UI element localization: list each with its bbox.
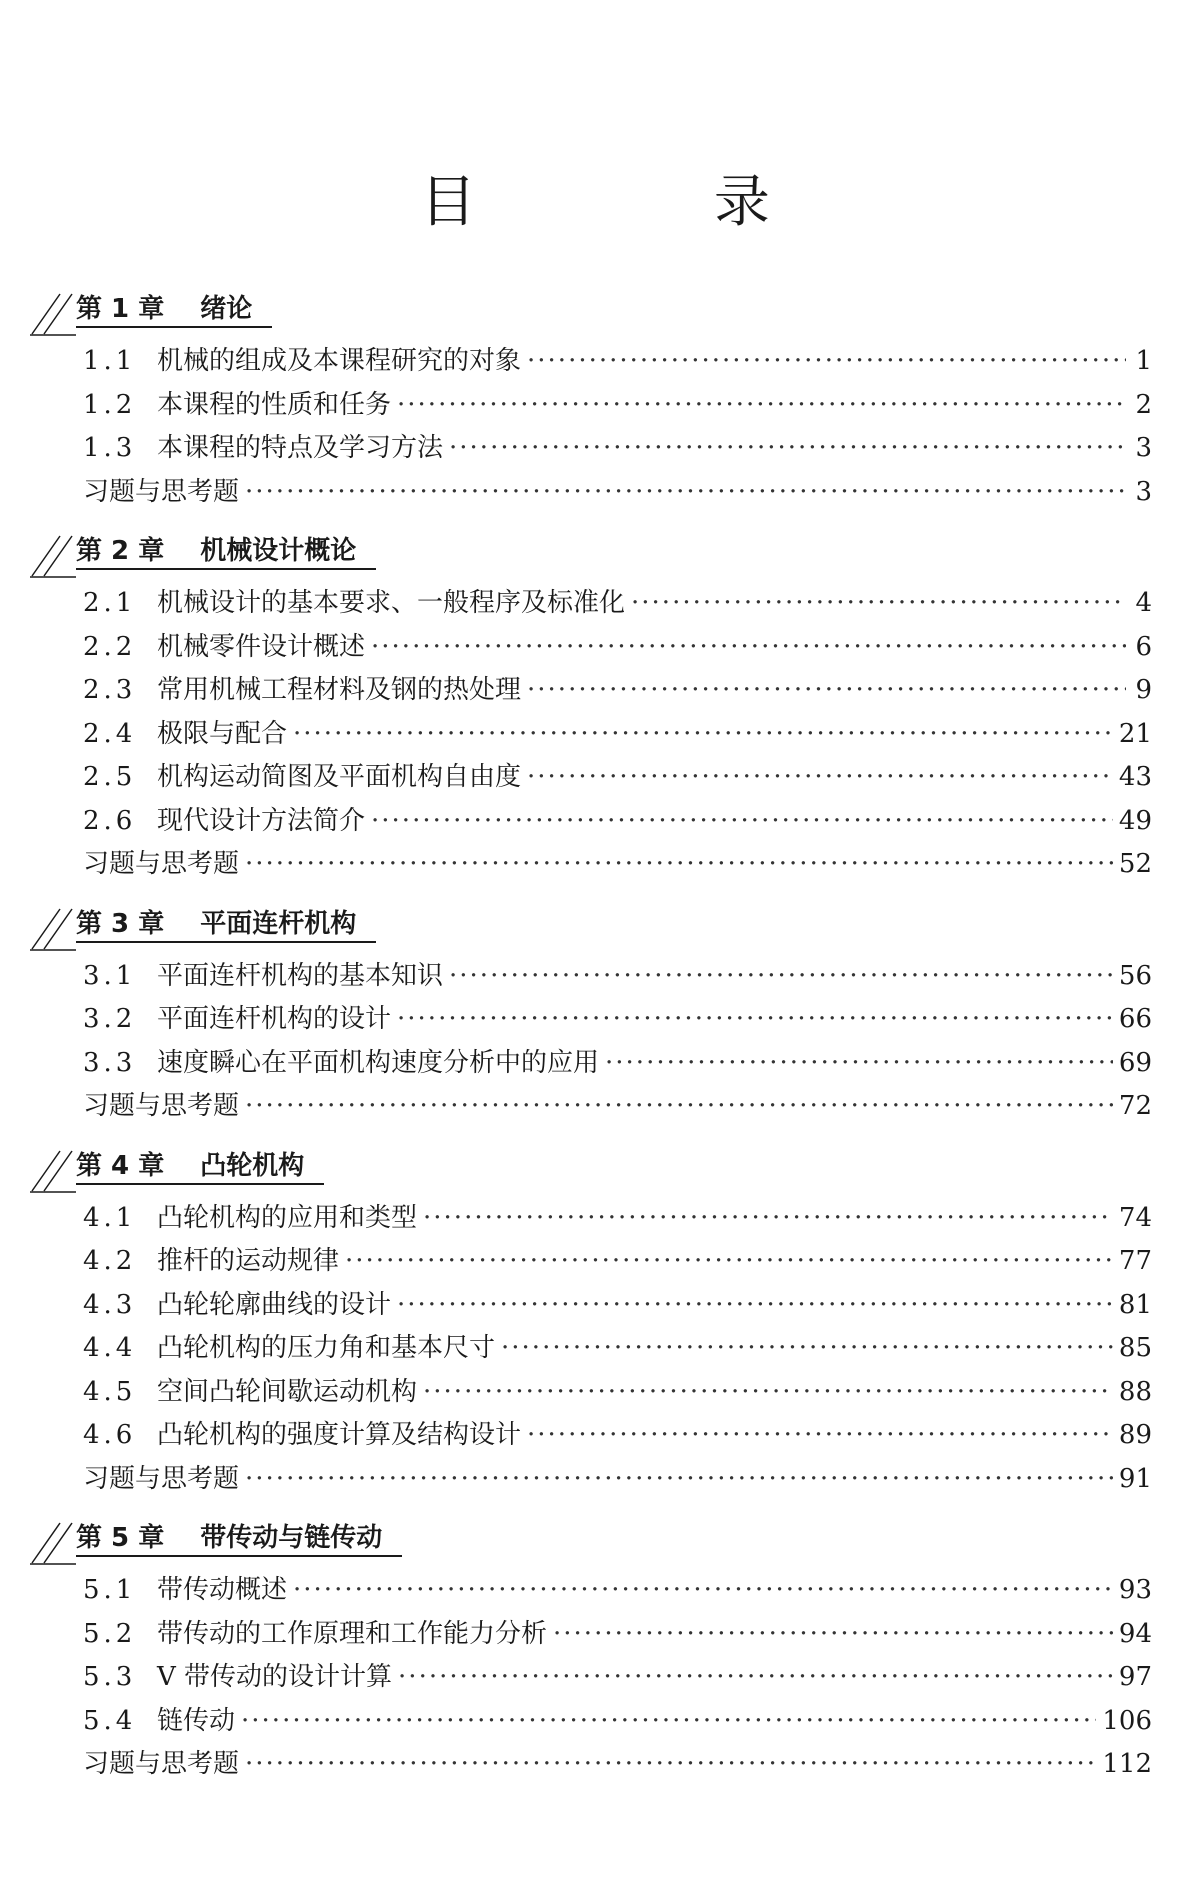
- toc-entry[interactable]: [30, 669, 1170, 713]
- chapter-heading[interactable]: [30, 1139, 1170, 1197]
- section-title: 平面连杆机构的设计: [157, 1004, 392, 1034]
- section-number: 3.3: [83, 1047, 137, 1078]
- toc-entry[interactable]: [30, 998, 1170, 1042]
- section-number: 3.1: [83, 960, 137, 991]
- dot-leader: [371, 800, 1113, 844]
- chapter-entries: [30, 340, 1170, 514]
- chapter-entries: [30, 1197, 1170, 1502]
- dot-leader: [345, 1240, 1113, 1284]
- dot-leader: [241, 1700, 1096, 1744]
- section-number: 4.2: [83, 1246, 137, 1276]
- section-number: 2.3: [83, 675, 137, 705]
- section-title: 现代设计方法简介: [157, 805, 366, 836]
- dot-leader: [527, 669, 1126, 713]
- chapter-title: [76, 1149, 324, 1185]
- table-of-contents: [30, 282, 1170, 1797]
- page-title: 目 录: [420, 170, 880, 235]
- dot-leader: [631, 582, 1126, 626]
- section-title: 机械的组成及本课程研究的对象: [157, 346, 522, 376]
- dot-leader: [245, 1458, 1113, 1502]
- dot-leader: [245, 1085, 1113, 1129]
- page-number: 3: [1135, 476, 1152, 507]
- page-number: 81: [1118, 1289, 1152, 1320]
- toc-entry[interactable]: [30, 1284, 1170, 1328]
- chapter-number: 第 1 章: [76, 294, 165, 324]
- toc-entry-exercises[interactable]: [30, 843, 1170, 887]
- section-title: 推杆的运动规律: [157, 1246, 340, 1276]
- chapter-title: [76, 292, 272, 328]
- page-number: 52: [1118, 849, 1152, 879]
- dot-leader: [397, 998, 1113, 1042]
- page-number: 77: [1118, 1246, 1152, 1276]
- section-title: 凸轮轮廓曲线的设计: [157, 1289, 392, 1320]
- toc-entry[interactable]: [30, 1613, 1170, 1657]
- chapter-name: 平面连杆机构: [200, 908, 357, 939]
- page-number: 4: [1135, 588, 1152, 618]
- dot-leader: [245, 471, 1126, 515]
- toc-entry[interactable]: [30, 955, 1170, 999]
- section-title: 习题与思考题: [83, 1091, 240, 1121]
- section-title: 凸轮机构的压力角和基本尺寸: [157, 1333, 496, 1363]
- section-title: 空间凸轮间歇运动机构: [157, 1376, 418, 1407]
- section-title: 常用机械工程材料及钢的热处理: [157, 675, 522, 705]
- section-title: 链传动: [157, 1705, 236, 1736]
- page-number: 97: [1118, 1662, 1152, 1692]
- dot-leader: [501, 1327, 1113, 1371]
- section-title: 凸轮机构的强度计算及结构设计: [157, 1420, 522, 1450]
- toc-entry-exercises[interactable]: [30, 1458, 1170, 1502]
- double-slash-icon: [30, 1521, 76, 1565]
- dot-leader: [527, 756, 1113, 800]
- section-number: 5.2: [83, 1618, 137, 1649]
- dot-leader: [398, 1656, 1113, 1700]
- double-slash-icon: [30, 292, 76, 336]
- toc-entry[interactable]: [30, 1569, 1170, 1613]
- chapter-entries: [30, 955, 1170, 1129]
- page-number: 56: [1118, 960, 1152, 991]
- section-title: 带传动概述: [157, 1575, 288, 1605]
- dot-leader: [293, 1569, 1113, 1613]
- dot-leader: [527, 1414, 1113, 1458]
- section-title: 带传动的工作原理和工作能力分析: [157, 1618, 548, 1649]
- toc-entry[interactable]: [30, 384, 1170, 428]
- toc-entry[interactable]: [30, 1327, 1170, 1371]
- chapter-section: [30, 524, 1170, 887]
- section-title: 极限与配合: [157, 718, 288, 749]
- section-title: 习题与思考题: [83, 849, 240, 879]
- chapter-name: 绪论: [200, 294, 253, 324]
- double-slash-icon: [30, 1149, 76, 1193]
- page-number: 1: [1135, 346, 1152, 376]
- dot-leader: [605, 1042, 1113, 1086]
- section-title: 机构运动简图及平面机构自由度: [157, 762, 522, 792]
- chapter-heading[interactable]: [30, 282, 1170, 340]
- section-title: 习题与思考题: [83, 1463, 240, 1494]
- toc-entry[interactable]: [30, 800, 1170, 844]
- page-number: 106: [1102, 1705, 1152, 1736]
- page-number: 89: [1118, 1420, 1152, 1450]
- chapter-section: [30, 1511, 1170, 1787]
- page-number: 9: [1135, 675, 1152, 705]
- toc-entry-exercises[interactable]: [30, 1743, 1170, 1787]
- chapter-title: [76, 534, 376, 570]
- section-number: 4.5: [83, 1376, 137, 1407]
- section-number: 5.3: [83, 1662, 137, 1692]
- dot-leader: [423, 1197, 1113, 1241]
- dot-leader: [245, 1743, 1096, 1787]
- chapter-number: 第 3 章: [76, 908, 165, 939]
- section-number: 4.3: [83, 1289, 137, 1320]
- toc-entry[interactable]: [30, 756, 1170, 800]
- dot-leader: [245, 843, 1113, 887]
- page-number: 49: [1118, 805, 1152, 836]
- section-title: V 带传动的设计计算: [157, 1662, 393, 1692]
- section-number: 4.4: [83, 1333, 137, 1363]
- section-title: 速度瞬心在平面机构速度分析中的应用: [157, 1047, 600, 1078]
- chapter-heading[interactable]: [30, 1511, 1170, 1569]
- toc-entry[interactable]: [30, 582, 1170, 626]
- chapter-entries: [30, 1569, 1170, 1787]
- page-number: 72: [1118, 1091, 1152, 1121]
- page-number: 74: [1118, 1202, 1152, 1233]
- chapter-section: [30, 1139, 1170, 1502]
- chapter-heading[interactable]: [30, 897, 1170, 955]
- page-number: 6: [1135, 631, 1152, 662]
- section-number: 5.4: [83, 1705, 137, 1736]
- section-number: 2.2: [83, 631, 137, 662]
- page-number: 91: [1118, 1463, 1152, 1494]
- section-title: 本课程的特点及学习方法: [157, 433, 444, 463]
- page-number: 3: [1135, 433, 1152, 463]
- dot-leader: [293, 713, 1113, 757]
- toc-entry[interactable]: [30, 1700, 1170, 1744]
- dot-leader: [423, 1371, 1113, 1415]
- page-number: 112: [1102, 1749, 1152, 1779]
- double-slash-icon: [30, 534, 76, 578]
- toc-entry[interactable]: [30, 427, 1170, 471]
- section-title: 本课程的性质和任务: [157, 389, 392, 420]
- page-number: 85: [1118, 1333, 1152, 1363]
- section-title: 凸轮机构的应用和类型: [157, 1202, 418, 1233]
- section-number: 2.1: [83, 588, 137, 618]
- section-title: 平面连杆机构的基本知识: [157, 960, 444, 991]
- section-number: 1.3: [83, 433, 137, 463]
- chapter-name: 带传动与链传动: [200, 1523, 383, 1553]
- chapter-section: [30, 282, 1170, 514]
- dot-leader: [397, 1284, 1113, 1328]
- toc-entry[interactable]: [30, 1414, 1170, 1458]
- chapter-heading[interactable]: [30, 524, 1170, 582]
- chapter-name: 机械设计概论: [200, 536, 357, 566]
- section-number: 2.5: [83, 762, 137, 792]
- page-number: 43: [1118, 762, 1152, 792]
- dot-leader: [397, 384, 1126, 428]
- page-number: 93: [1118, 1575, 1152, 1605]
- section-number: 1.2: [83, 389, 137, 420]
- section-number: 2.4: [83, 718, 137, 749]
- toc-entry[interactable]: [30, 1042, 1170, 1086]
- toc-entry[interactable]: [30, 713, 1170, 757]
- toc-entry[interactable]: [30, 1240, 1170, 1284]
- dot-leader: [449, 427, 1126, 471]
- chapter-title: [76, 1521, 402, 1557]
- section-title: 机械设计的基本要求、一般程序及标准化: [157, 588, 626, 618]
- toc-entry[interactable]: [30, 340, 1170, 384]
- page-number: 69: [1118, 1047, 1152, 1078]
- section-number: 2.6: [83, 805, 137, 836]
- toc-entry[interactable]: [30, 626, 1170, 670]
- toc-entry[interactable]: [30, 1197, 1170, 1241]
- chapter-name: 凸轮机构: [200, 1150, 305, 1181]
- section-number: 5.1: [83, 1575, 137, 1605]
- dot-leader: [553, 1613, 1113, 1657]
- page-number: 2: [1135, 389, 1152, 420]
- section-number: 1.1: [83, 346, 137, 376]
- chapter-entries: [30, 582, 1170, 887]
- section-number: 4.1: [83, 1202, 137, 1233]
- section-number: 4.6: [83, 1420, 137, 1450]
- chapter-number: 第 4 章: [76, 1150, 165, 1181]
- toc-entry[interactable]: [30, 1371, 1170, 1415]
- toc-entry-exercises[interactable]: [30, 1085, 1170, 1129]
- dot-leader: [527, 340, 1126, 384]
- chapter-number: 第 5 章: [76, 1523, 165, 1553]
- section-title: 习题与思考题: [83, 1749, 240, 1779]
- page-number: 66: [1118, 1004, 1152, 1034]
- double-slash-icon: [30, 907, 76, 951]
- section-number: 3.2: [83, 1004, 137, 1034]
- section-title: 机械零件设计概述: [157, 631, 366, 662]
- page-number: 88: [1118, 1376, 1152, 1407]
- toc-entry[interactable]: [30, 1656, 1170, 1700]
- chapter-section: [30, 897, 1170, 1129]
- page-number: 94: [1118, 1618, 1152, 1649]
- dot-leader: [449, 955, 1113, 999]
- toc-entry-exercises[interactable]: [30, 471, 1170, 515]
- section-title: 习题与思考题: [83, 476, 240, 507]
- chapter-number: 第 2 章: [76, 536, 165, 566]
- page-number: 21: [1118, 718, 1152, 749]
- dot-leader: [371, 626, 1126, 670]
- chapter-title: [76, 907, 376, 943]
